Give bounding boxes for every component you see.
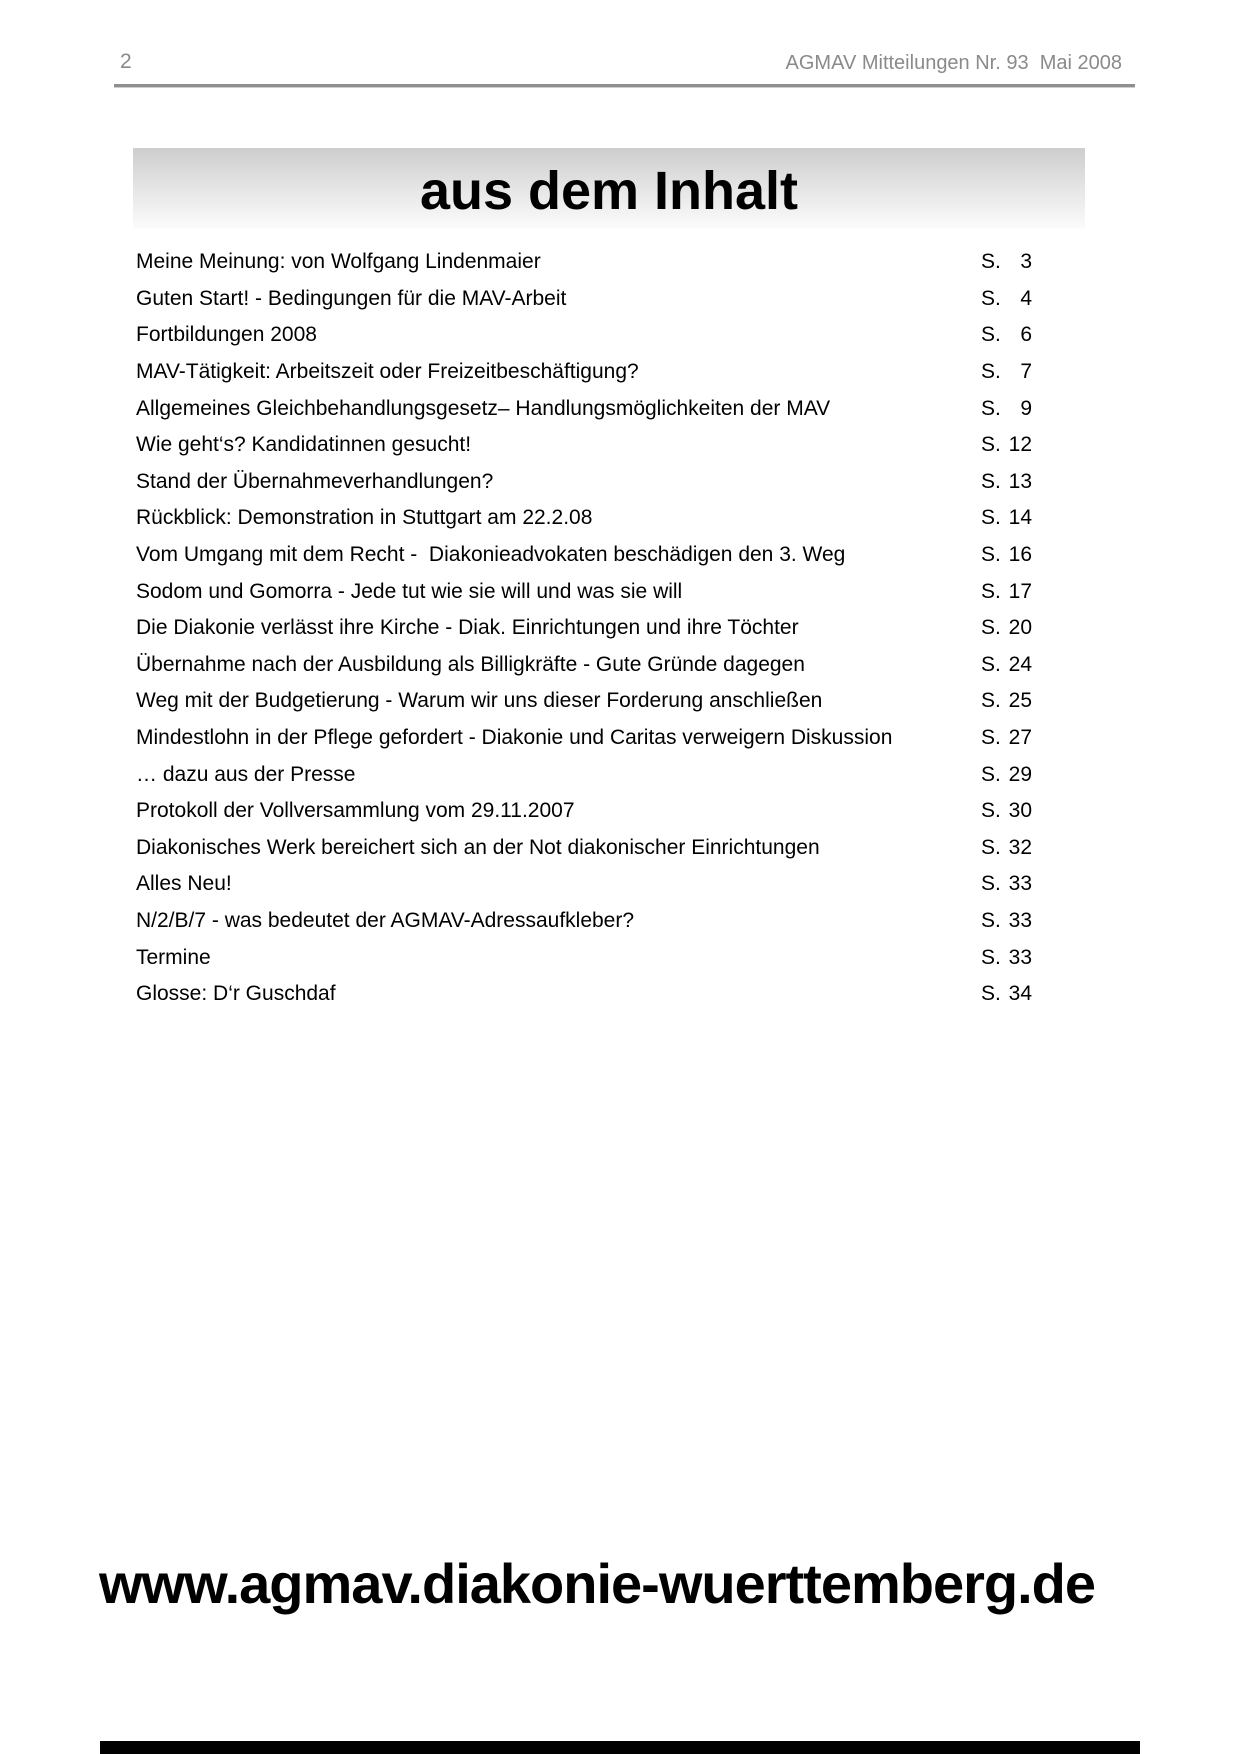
bottom-bar [100, 1741, 1140, 1754]
toc-entry-title: Diakonisches Werk bereichert sich an der Not diakonischer Einrichtungen [136, 835, 820, 859]
header-journal-title: AGMAV Mitteilungen Nr. 93 Mai 2008 [785, 52, 1122, 74]
toc-row [136, 976, 1032, 1013]
toc-page-prefix: S. [981, 250, 1001, 274]
toc-entry-page [981, 433, 1032, 457]
toc-entry-title: Fortbildungen 2008 [136, 323, 317, 347]
toc-entry-title: Wie geht‘s? Kandidatinnen gesucht! [136, 433, 472, 457]
toc-page-number: 24 [1008, 652, 1032, 676]
toc-row [136, 903, 1032, 940]
toc-page-number: 33 [1008, 908, 1032, 932]
toc-page-prefix: S. [981, 543, 1001, 567]
toc-page-number: 3 [1020, 250, 1032, 274]
toc-entry-page [981, 506, 1032, 530]
toc-entry-title: Meine Meinung: von Wolfgang Lindenmaier [136, 250, 541, 274]
toc-page-number: 34 [1008, 982, 1032, 1006]
toc-row [136, 390, 1032, 427]
toc-page-number: 16 [1008, 543, 1032, 567]
toc-page-prefix: S. [981, 469, 1001, 493]
toc-row [136, 720, 1032, 757]
toc-row [136, 830, 1032, 867]
toc-entry-title: MAV-Tätigkeit: Arbeitszeit oder Freizeitbeschäftigung? [136, 360, 639, 384]
toc-page-prefix: S. [981, 945, 1001, 969]
toc-row [136, 610, 1032, 647]
toc-page-number: 12 [1008, 433, 1032, 457]
toc-page-number: 7 [1020, 360, 1032, 384]
toc [136, 244, 1032, 1012]
toc-entry-page [981, 360, 1032, 384]
toc-page-number: 20 [1008, 616, 1032, 640]
toc-page-number: 25 [1008, 689, 1032, 713]
toc-page-prefix: S. [981, 982, 1001, 1006]
toc-entry-page [981, 909, 1032, 933]
toc-page-prefix: S. [981, 689, 1001, 713]
toc-row [136, 500, 1032, 537]
toc-row [136, 756, 1032, 793]
toc-page-number: 13 [1008, 469, 1032, 493]
toc-entry-page [981, 689, 1032, 713]
toc-row [136, 866, 1032, 903]
toc-row [136, 537, 1032, 574]
toc-row [136, 683, 1032, 720]
toc-entry-title: Allgemeines Gleichbehandlungsgesetz– Handlungsmöglichkeiten der MAV [136, 396, 831, 420]
toc-row [136, 317, 1032, 354]
toc-entry-title: Sodom und Gomorra - Jede tut wie sie will und was sie will [136, 579, 683, 603]
toc-row [136, 464, 1032, 501]
toc-page-number: 14 [1008, 506, 1032, 530]
toc-entry-title: Guten Start! - Bedingungen für die MAV-Arbeit [136, 286, 567, 310]
toc-page-prefix: S. [981, 726, 1001, 750]
toc-page-number: 30 [1008, 799, 1032, 823]
toc-page-prefix: S. [981, 908, 1001, 932]
toc-entry-title: Weg mit der Budgetierung - Warum wir uns dieser Forderung anschließen [136, 689, 823, 713]
toc-entry-page [981, 726, 1032, 750]
toc-row [136, 281, 1032, 318]
toc-entry-title: Rückblick: Demonstration in Stuttgart am 22.2.08 [136, 506, 593, 530]
header-rule [114, 84, 1135, 88]
toc-row [136, 427, 1032, 464]
toc-page-number: 17 [1008, 579, 1032, 603]
toc-row [136, 793, 1032, 830]
toc-entry-title: Stand der Übernahmeverhandlungen? [136, 469, 494, 493]
toc-entry-page [981, 982, 1032, 1006]
toc-row [136, 244, 1032, 281]
toc-entry-title: … dazu aus der Presse [136, 762, 356, 786]
toc-page-prefix: S. [981, 323, 1001, 347]
toc-page-number: 29 [1008, 762, 1032, 786]
toc-entry-page [981, 580, 1032, 604]
toc-entry-page [981, 470, 1032, 494]
toc-entry-page [981, 397, 1032, 421]
toc-page-number: 32 [1008, 835, 1032, 859]
toc-entry-page [981, 287, 1032, 311]
toc-page-number: 33 [1008, 945, 1032, 969]
toc-entry-page [981, 543, 1032, 567]
toc-entry-title: Mindestlohn in der Pflege gefordert - Diakonie und Caritas verweigern Diskussion [136, 726, 893, 750]
toc-entry-page [981, 763, 1032, 787]
toc-page-number: 33 [1008, 872, 1032, 896]
toc-entry-title: Protokoll der Vollversammlung vom 29.11.2007 [136, 799, 575, 823]
toc-entry-page [981, 836, 1032, 860]
toc-entry-page [981, 872, 1032, 896]
toc-page-prefix: S. [981, 506, 1001, 530]
toc-page-prefix: S. [981, 762, 1001, 786]
page-title: aus dem Inhalt [419, 161, 799, 221]
title-banner [133, 148, 1085, 228]
toc-row [136, 939, 1032, 976]
toc-row [136, 647, 1032, 684]
toc-row [136, 354, 1032, 391]
toc-page-number: 27 [1008, 726, 1032, 750]
toc-page-number: 9 [1020, 396, 1032, 420]
toc-page-prefix: S. [981, 286, 1001, 310]
toc-entry-title: Übernahme nach der Ausbildung als Billigkräfte - Gute Gründe dagegen [136, 652, 805, 676]
toc-entry-title: Glosse: D‘r Guschdaf [136, 982, 336, 1006]
toc-page-prefix: S. [981, 652, 1001, 676]
toc-page-prefix: S. [981, 433, 1001, 457]
toc-entry-title: Alles Neu! [136, 872, 232, 896]
toc-entry-page [981, 799, 1032, 823]
toc-entry-page [981, 616, 1032, 640]
toc-page-prefix: S. [981, 360, 1001, 384]
header-page-number: 2 [120, 50, 132, 73]
toc-entry-title: Die Diakonie verlässt ihre Kirche - Diak. Einrichtungen und ihre Töchter [136, 616, 799, 640]
toc-entry-page [981, 250, 1032, 274]
toc-page-prefix: S. [981, 872, 1001, 896]
toc-page-number: 6 [1020, 323, 1032, 347]
toc-page-prefix: S. [981, 799, 1001, 823]
toc-entry-page [981, 653, 1032, 677]
toc-entry-title: Vom Umgang mit dem Recht - Diakonieadvokaten beschädigen den 3. Weg [136, 543, 846, 567]
toc-entry-title: Termine [136, 945, 211, 969]
toc-entry-page [981, 323, 1032, 347]
toc-entry-page [981, 946, 1032, 970]
toc-page-prefix: S. [981, 616, 1001, 640]
toc-page-prefix: S. [981, 835, 1001, 859]
footer-url: www.agmav.diakonie-wuerttemberg.de [99, 1552, 1096, 1615]
toc-page-prefix: S. [981, 396, 1001, 420]
toc-page-prefix: S. [981, 579, 1001, 603]
toc-row [136, 573, 1032, 610]
toc-page-number: 4 [1020, 286, 1032, 310]
toc-entry-title: N/2/B/7 - was bedeutet der AGMAV-Adressaufkleber? [136, 908, 635, 932]
